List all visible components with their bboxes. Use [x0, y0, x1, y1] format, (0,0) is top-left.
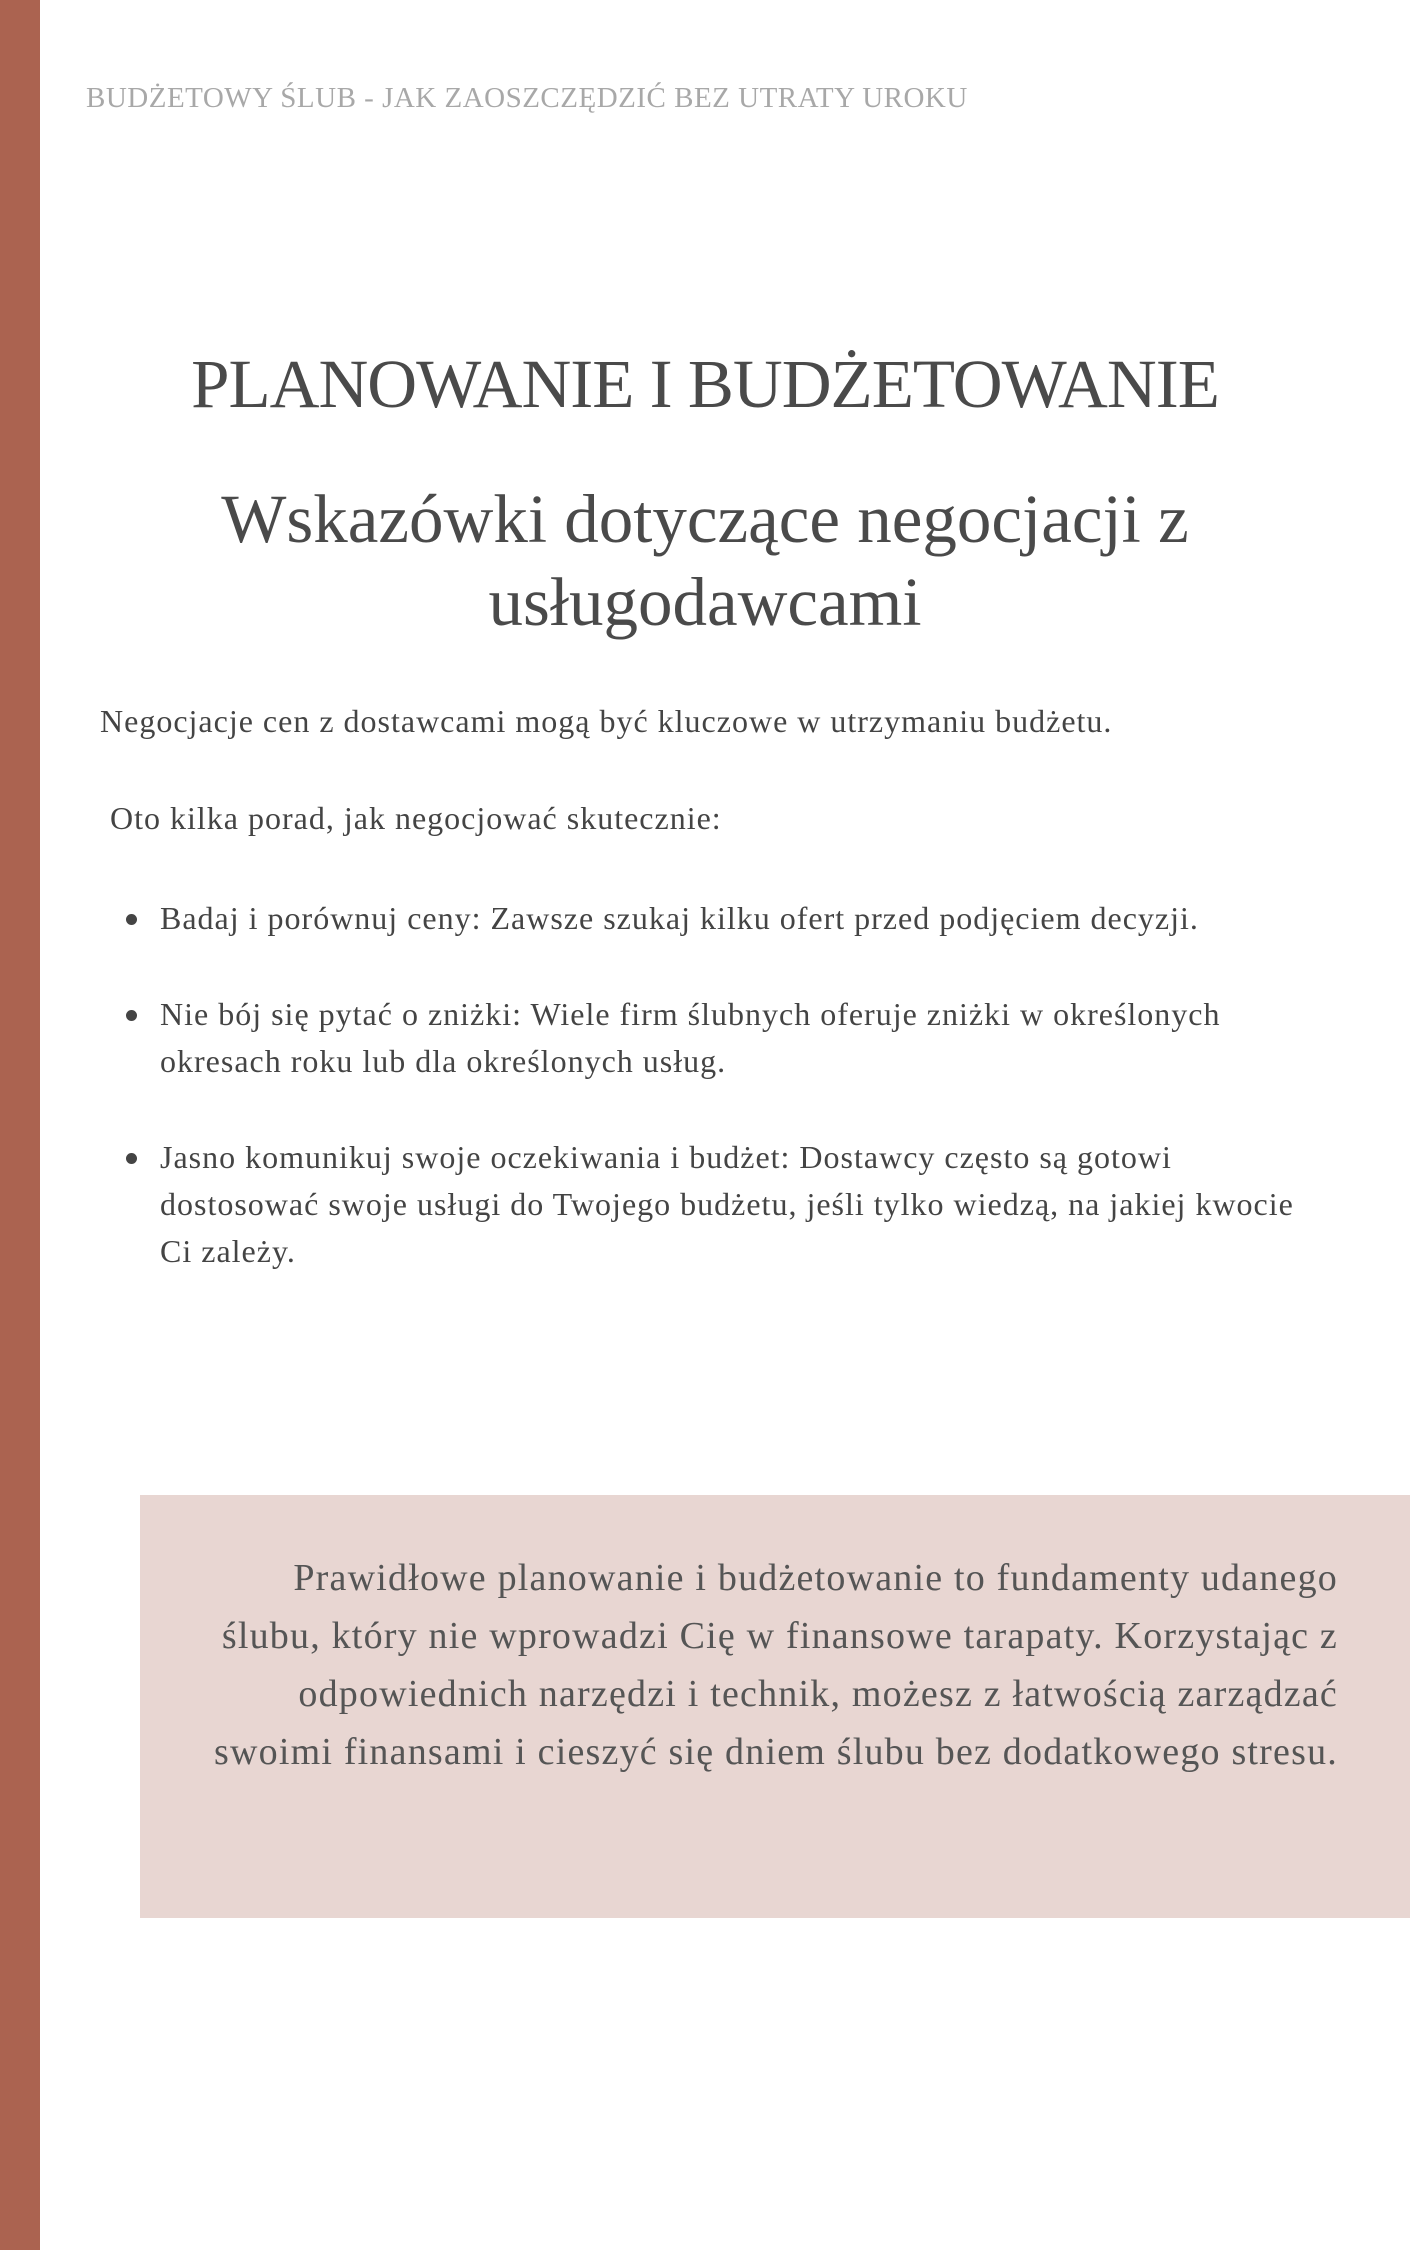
- decorative-side-bar: [0, 0, 40, 2250]
- tip-item: [126, 1134, 1326, 1275]
- bullet-icon: [126, 1153, 137, 1164]
- section-subtitle: Wskazówki dotyczące negocjacji z usługodawcami: [221, 481, 1189, 640]
- tip-item: [126, 991, 1326, 1085]
- summary-text: Prawidłowe planowanie i budżetowanie to fundamenty udanego ślubu, który nie wprowadzi Cię w finansowe tarapaty. Korzystając z odpowiednich narzędzi i technik, możesz z łatwością zarządzać swoimi finansami i cieszyć się dniem ślubu bez dodatkowego stresu.: [214, 1557, 1338, 1773]
- lead-paragraph: Oto kilka porad, jak negocjować skutecznie:: [110, 800, 722, 836]
- tip-text: Badaj i porównuj ceny: Zawsze szukaj kilku ofert przed podjęciem decyzji.: [160, 900, 1199, 936]
- bullet-icon: [126, 914, 137, 925]
- tip-text: Jasno komunikuj swoje oczekiwania i budżet: Dostawcy często są gotowi dostosować swoje usługi do Twojego budżetu, jeśli tylko wiedzą, na jakiej kwocie Ci zależy.: [160, 1139, 1294, 1269]
- intro-paragraph: Negocjacje cen z dostawcami mogą być kluczowe w utrzymaniu budżetu.: [100, 703, 1113, 739]
- tips-list: [126, 895, 1326, 1324]
- tip-item: [126, 895, 1326, 942]
- tip-text: Nie bój się pytać o zniżki: Wiele firm ślubnych oferuje zniżki w określonych okresach roku lub dla określonych usług.: [160, 996, 1221, 1079]
- running-header: BUDŻETOWY ŚLUB - JAK ZAOSZCZĘDZIĆ BEZ UTRATY UROKU: [86, 82, 968, 114]
- summary-box: [140, 1495, 1410, 1918]
- section-title: PLANOWANIE I BUDŻETOWANIE: [191, 346, 1219, 422]
- bullet-icon: [126, 1010, 137, 1021]
